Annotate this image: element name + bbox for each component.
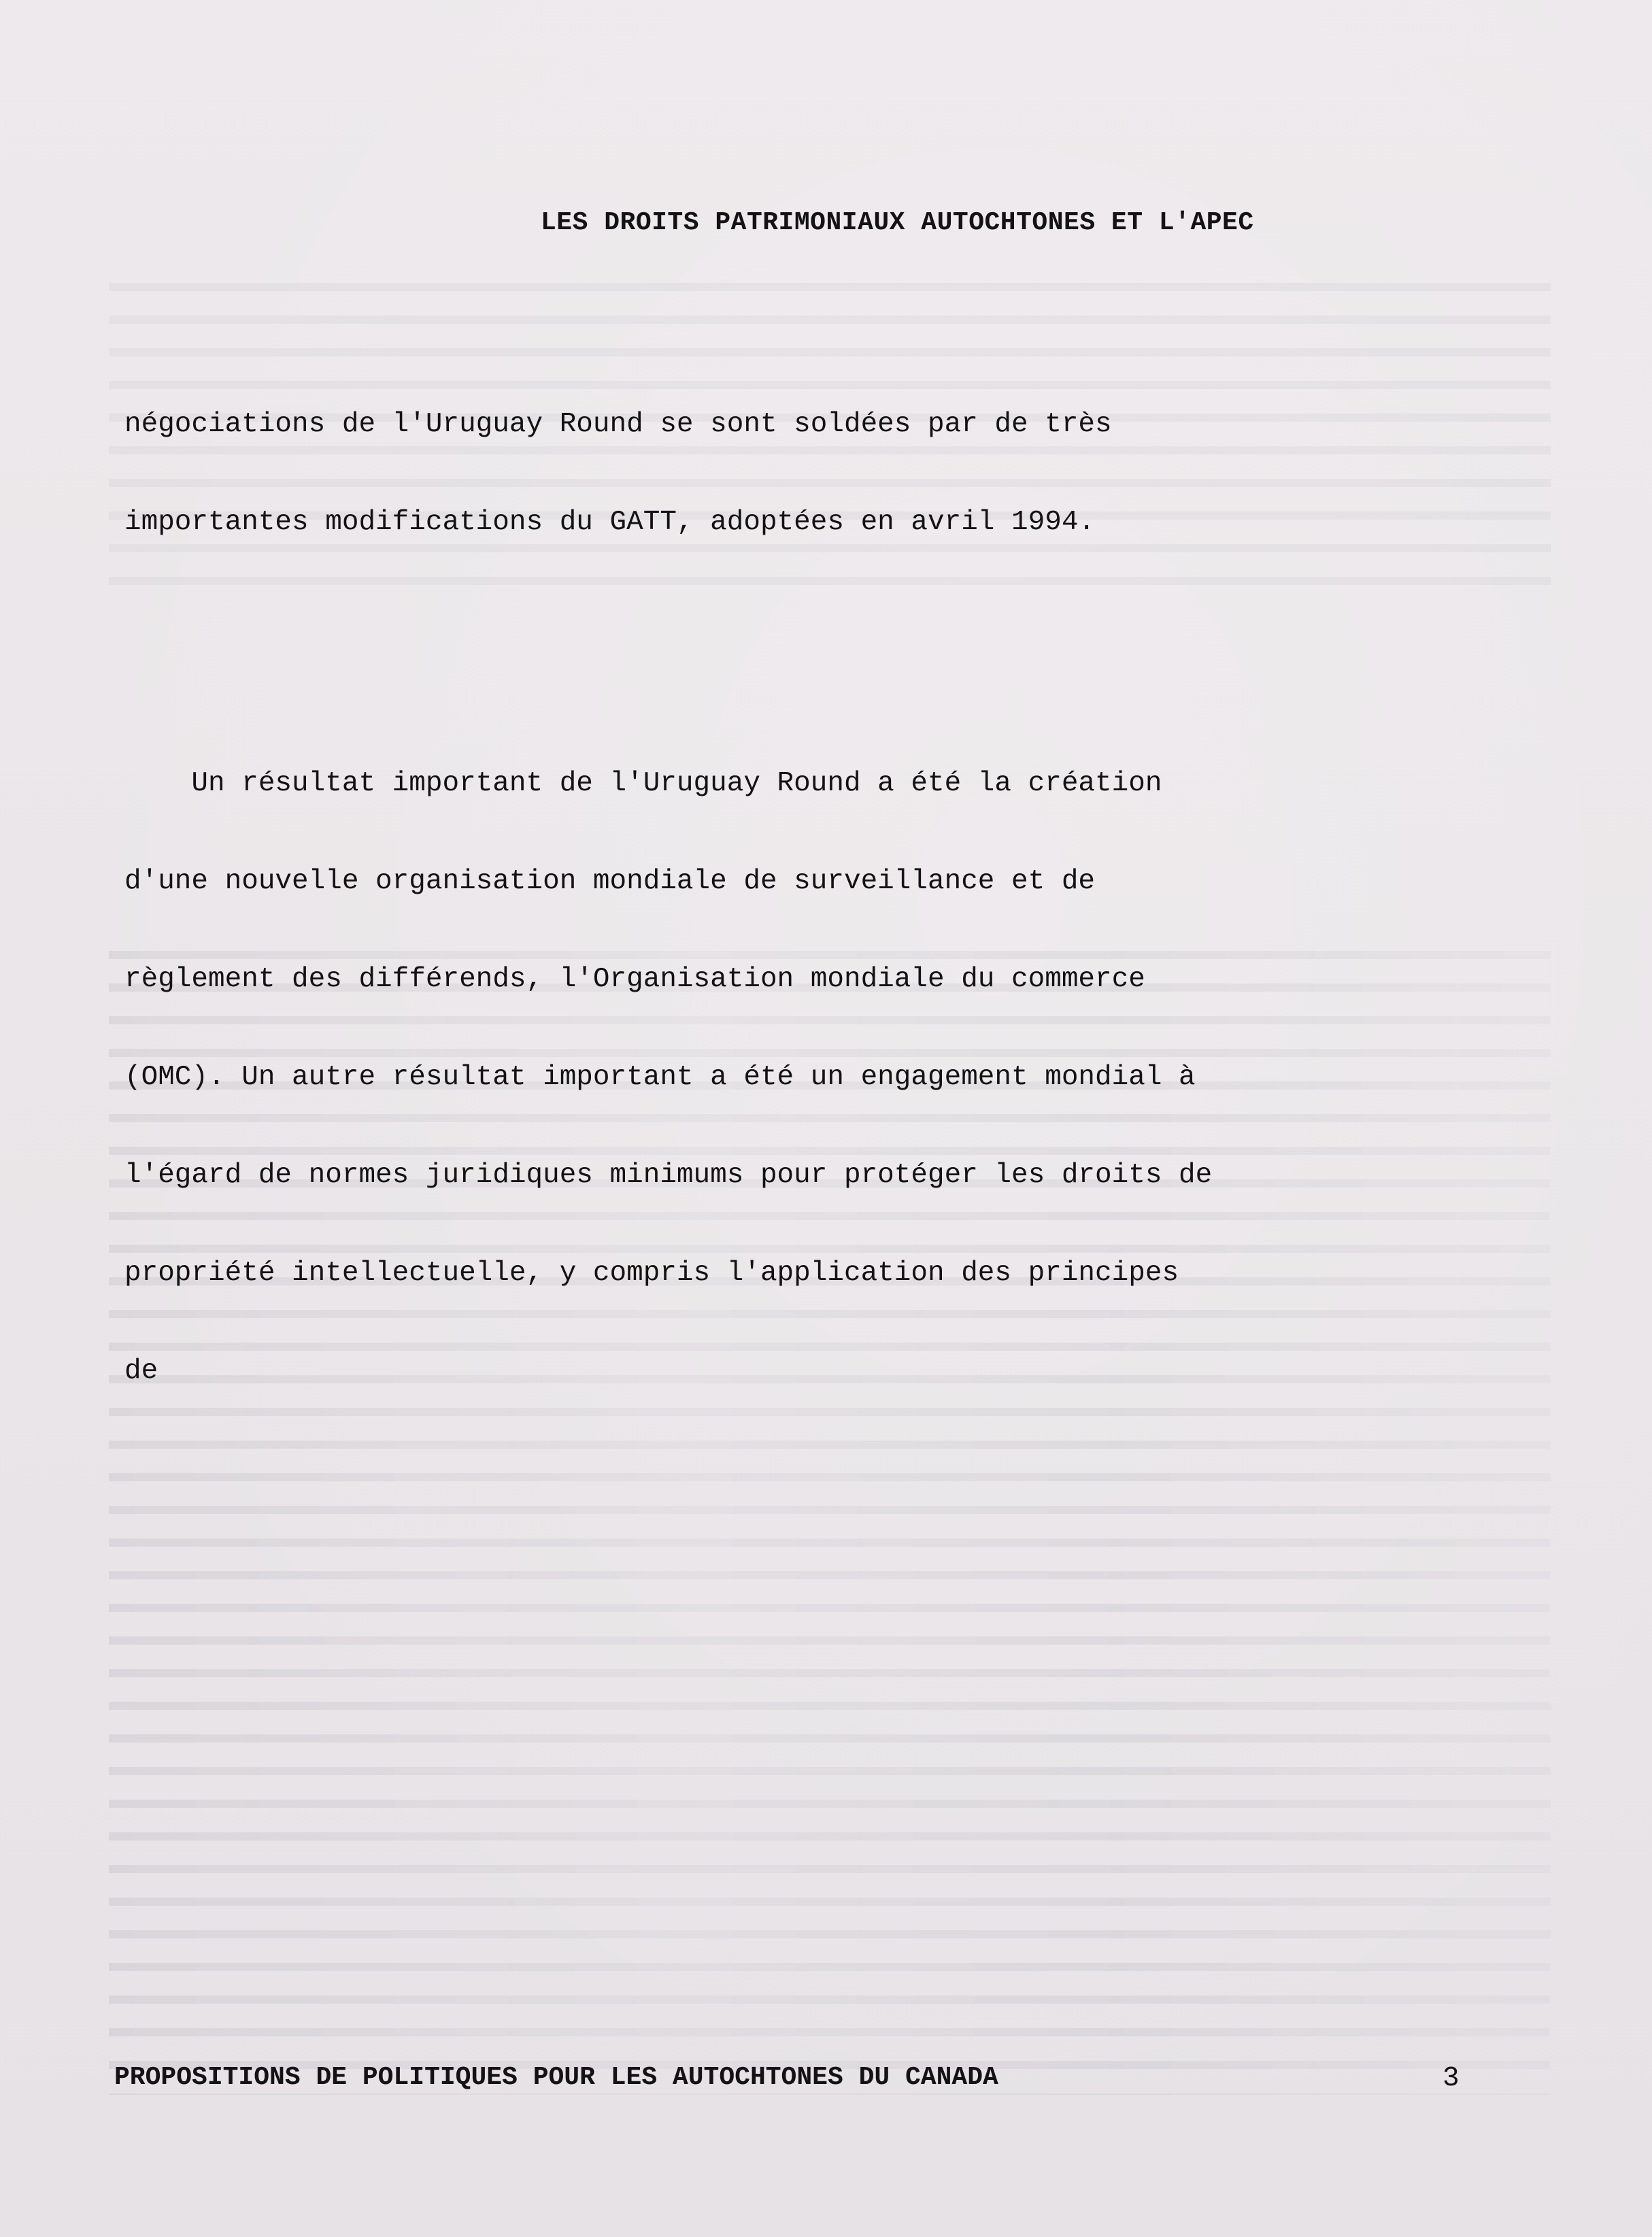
- text-line: importantes modifications du GATT, adoptées en avril 1994.: [124, 507, 1096, 538]
- text-line: propriété intellectuelle, y compris l'application des principes: [124, 1258, 1179, 1289]
- running-header: LES DROITS PATRIMONIAUX AUTOCHTONES ET L'APEC: [541, 208, 1254, 237]
- paragraph-2: [124, 702, 1491, 1453]
- page-number: 3: [1443, 2063, 1460, 2094]
- text-line: règlement des différends, l'Organisation mondiale du commerce: [124, 964, 1145, 995]
- text-line: (OMC). Un autre résultat important a été un engagement mondial à: [124, 1062, 1196, 1093]
- text-line: Un résultat important de l'Uruguay Round a été la création: [124, 768, 1162, 799]
- text-line: négociations de l'Uruguay Round se sont soldées par de très: [124, 409, 1112, 440]
- footer-title: PROPOSITIONS DE POLITIQUES POUR LES AUTOCHTONES DU CANADA: [114, 2063, 998, 2092]
- text-line: l'égard de normes juridiques minimums pour protéger les droits de: [124, 1160, 1213, 1191]
- text-line: d'une nouvelle organisation mondiale de surveillance et de: [124, 866, 1096, 897]
- text-line: de: [124, 1356, 158, 1387]
- paragraph-1: [124, 343, 1491, 604]
- body-text: [124, 277, 1491, 1518]
